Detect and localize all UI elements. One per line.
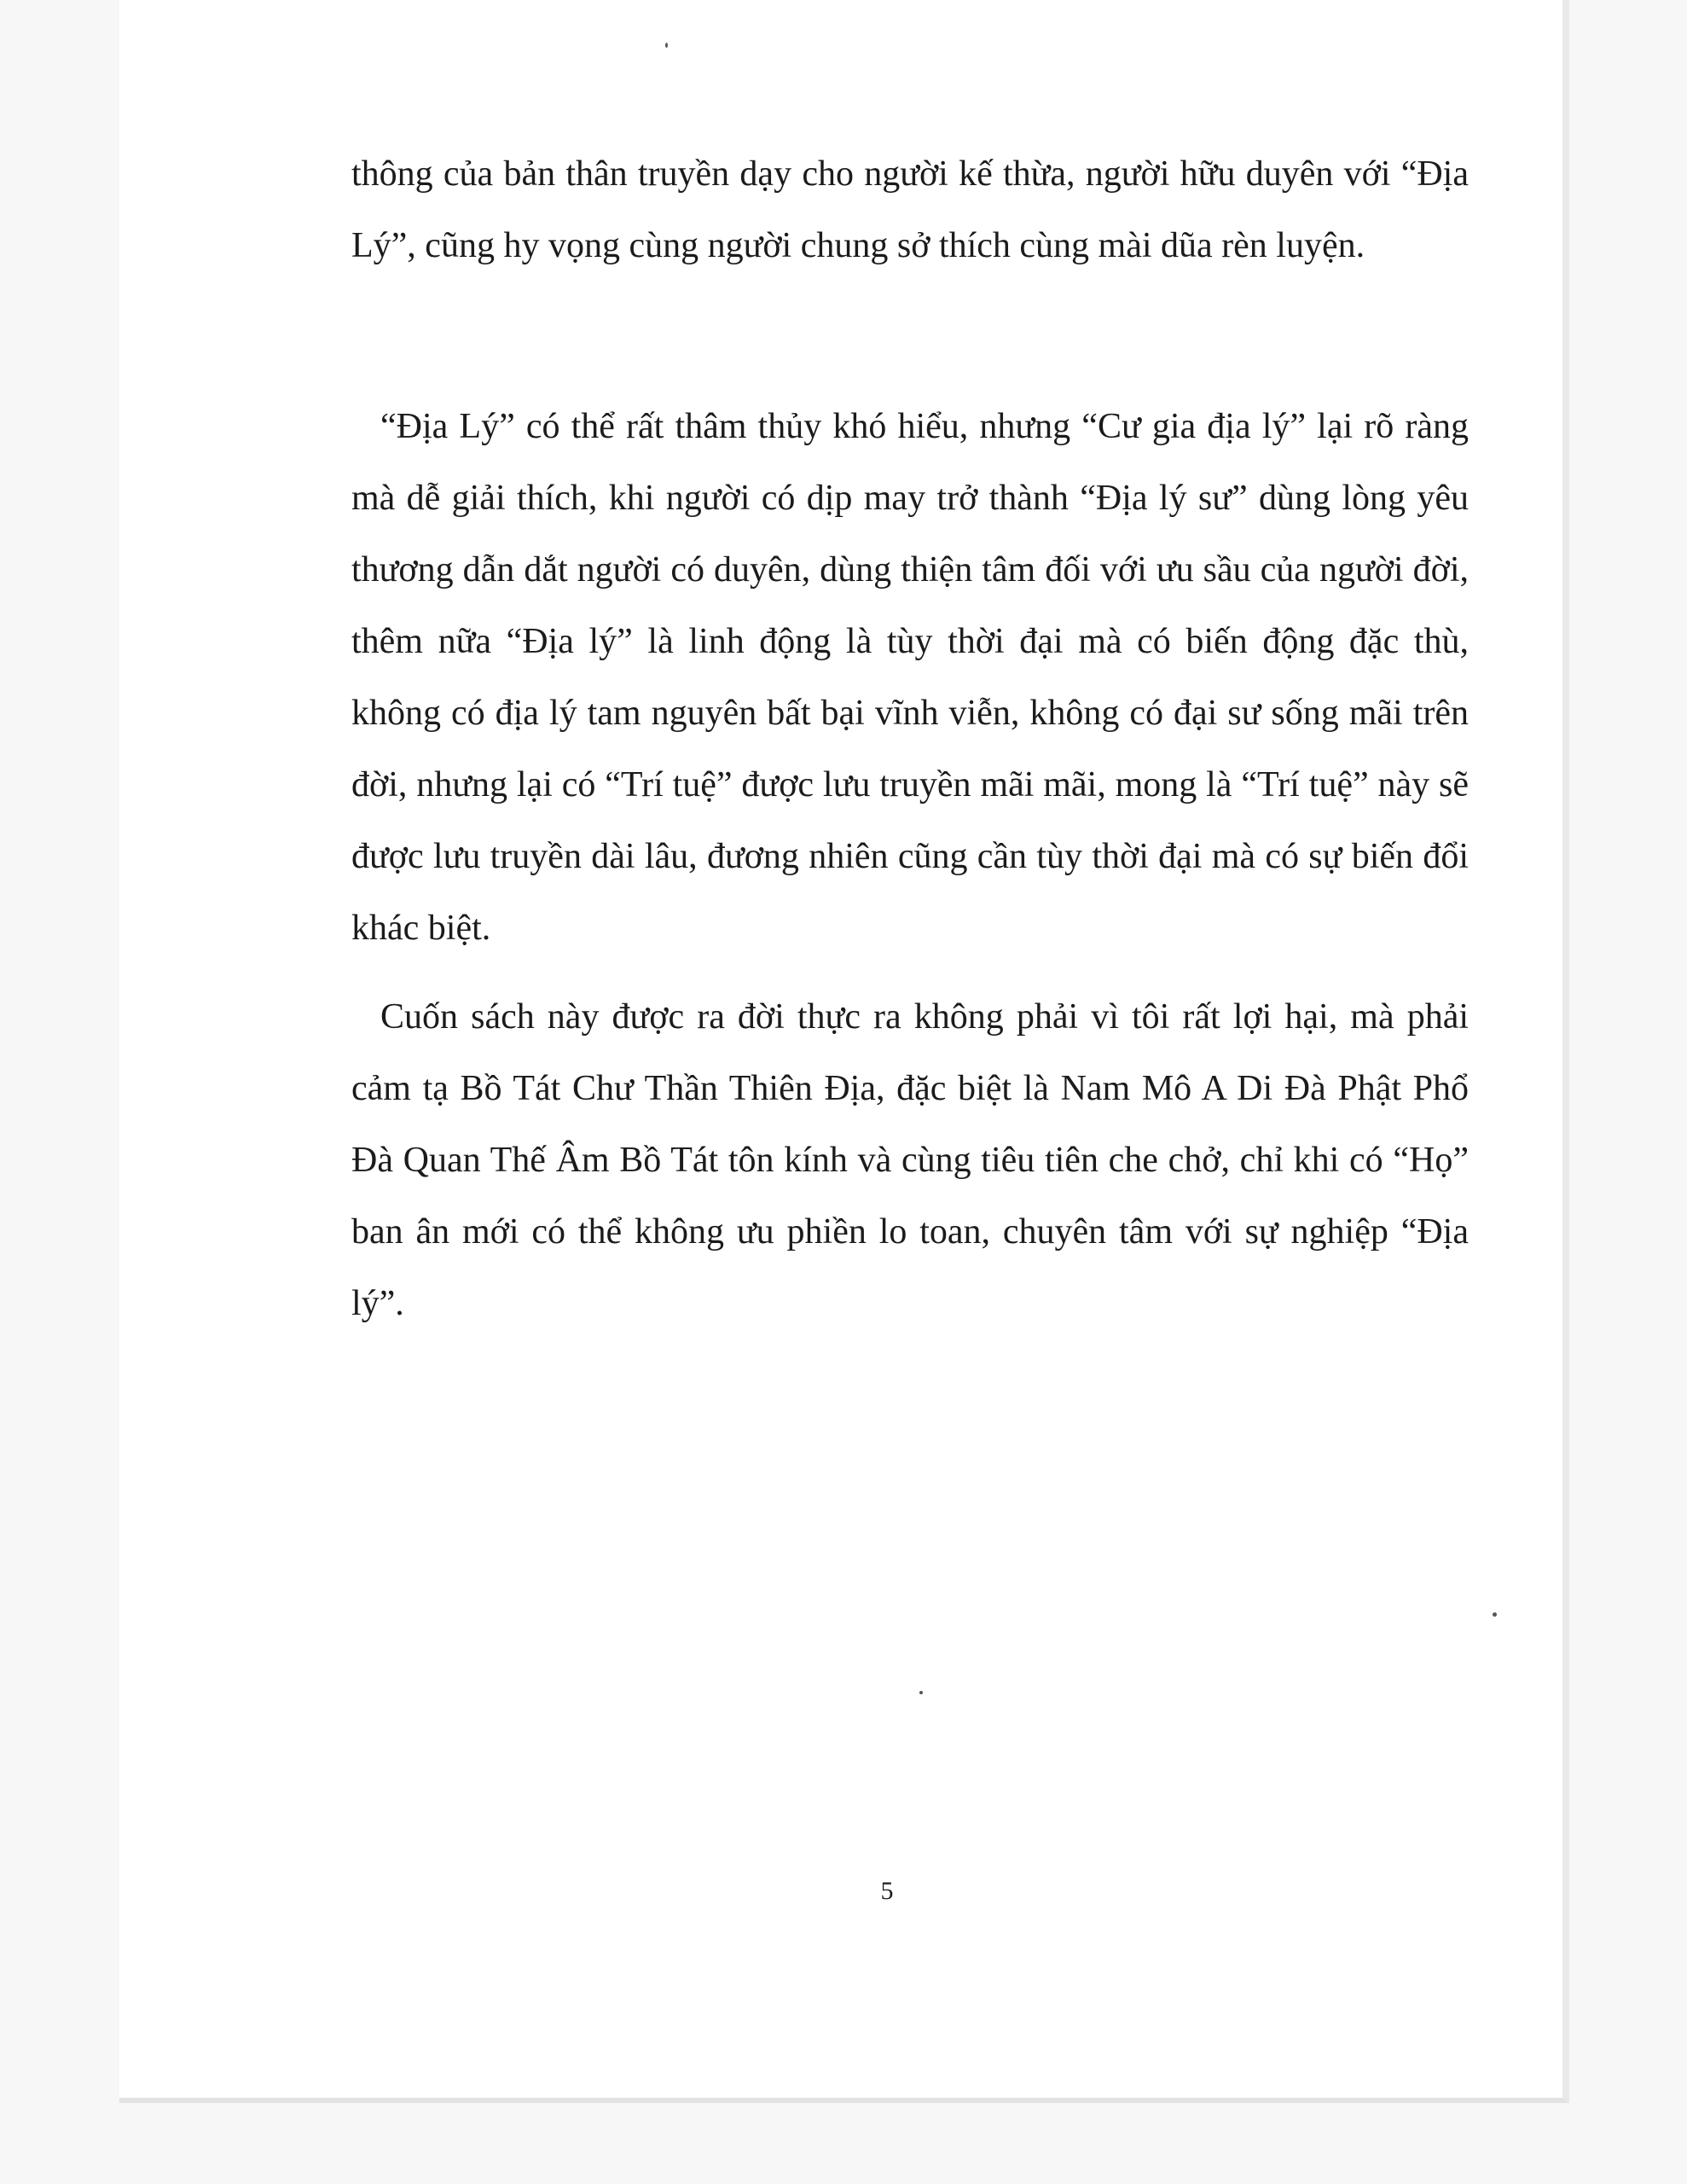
paragraph-1: thông của bản thân truyền dạy cho người kế thừa, người hữu duyên với “Địa Lý”, cũng hy vọng cùng người chung sở thích cùng mài dũa rèn luyện. [351, 154, 1469, 265]
scan-speck [665, 43, 668, 48]
page-number: 5 [880, 1877, 894, 1905]
scan-speck [1493, 1612, 1497, 1617]
scan-speck [919, 1691, 923, 1694]
paragraph-3: Cuốn sách này được ra đời thực ra không phải vì tôi rất lợi hại, mà phải cảm tạ Bồ Tát Chư Thần Thiên Địa, đặc biệt là Nam Mô A Di Đà Phật Phổ Đà Quan Thế Âm Bồ Tát tôn kính và cùng tiêu tiên che chở, chỉ khi có “Họ” ban ân mới có thể không ưu phiền lo toan, chuyên tâm với sự nghiệp “Địa lý”. [351, 997, 1469, 1323]
paragraph-2: “Địa Lý” có thể rất thâm thủy khó hiểu, nhưng “Cư gia địa lý” lại rõ ràng mà dễ giải thích, khi người có dịp may trở thành “Địa lý sư” dùng lòng yêu thương dẫn dắt người có duyên, dùng thiện tâm đối với ưu sầu của người đời, thêm nữa “Địa lý” là linh động là tùy thời đại mà có biến động đặc thù, không có địa lý tam nguyên bất bại vĩnh viễn, không có đại sư sống mãi trên đời, nhưng lại có “Trí tuệ” được lưu truyền mãi mãi, mong là “Trí tuệ” này sẽ được lưu truyền dài lâu, đương nhiên cũng cần tùy thời đại mà có sự biến đổi khác biệt. [351, 407, 1469, 948]
